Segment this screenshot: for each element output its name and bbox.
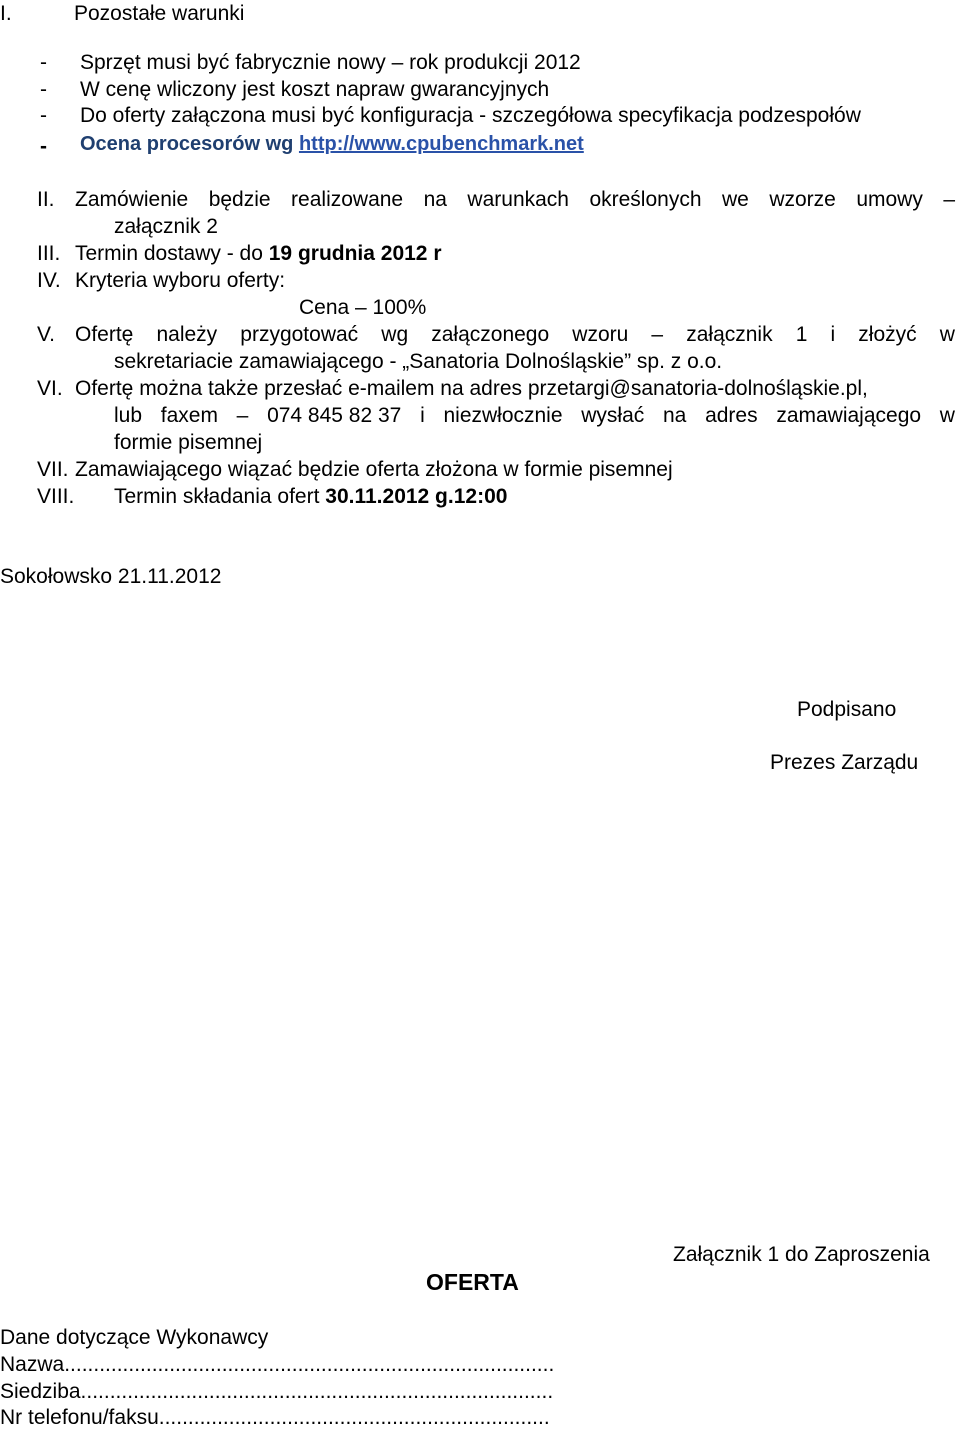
place-date: Sokołowsko 21.11.2012 <box>0 565 222 588</box>
word: w <box>939 404 955 427</box>
item-text: sekretariacie zamawiającego - „Sanatoria Dolnośląskie” sp. z o.o. <box>114 350 723 373</box>
word: wg <box>381 323 409 346</box>
bullet-item: W cenę wliczony jest koszt napraw gwarancyjnych <box>80 78 550 101</box>
offer-title: OFERTA <box>426 1269 519 1295</box>
word: Zamówienie <box>75 188 189 211</box>
word: 1 <box>795 323 808 346</box>
item-text: formie pisemnej <box>114 431 263 454</box>
delivery-label: Termin dostawy - do <box>75 242 263 265</box>
signer-title: Prezes Zarządu <box>770 751 919 774</box>
item-text: Ofertę można także przesłać e-mailem na adres przetargi@sanatoria-dolnośląskie.pl, <box>75 377 868 400</box>
word: na <box>423 188 447 211</box>
word: i <box>420 404 425 427</box>
word: adres <box>705 404 758 427</box>
word: należy <box>156 323 218 346</box>
item-numeral: V. <box>37 323 55 346</box>
bullet-item-cpu <box>80 134 584 154</box>
word: faxem <box>160 404 218 427</box>
delivery-date: 19 grudnia 2012 r <box>268 242 442 265</box>
word: wzorze <box>769 188 836 211</box>
signed-label: Podpisano <box>797 698 897 721</box>
item-numeral: VIII. <box>37 485 75 508</box>
word: zamawiającego <box>776 404 922 427</box>
word: przygotować <box>240 323 359 346</box>
item-line-justified <box>75 324 955 345</box>
item-text <box>114 486 507 507</box>
cpu-text: Ocena procesorów wg <box>80 133 294 155</box>
bullet-item: Sprzęt musi być fabrycznie nowy – rok produkcji 2012 <box>80 51 581 74</box>
field-phone-fax: Nr telefonu/faksu................................................................... <box>0 1406 550 1429</box>
section-heading <box>0 2 245 25</box>
bullet-dash: - <box>40 51 47 74</box>
field-name: Nazwa.................................................................................... <box>0 1353 555 1376</box>
bullet-item: Do oferty załączona musi być konfiguracja - szczegółowa specyfikacja podzespołów <box>80 104 861 127</box>
cpubenchmark-link[interactable]: http://www.cpubenchmark.net <box>298 133 584 155</box>
word: umowy <box>856 188 923 211</box>
word: załączonego <box>431 323 550 346</box>
contractor-heading: Dane dotyczące Wykonawcy <box>0 1326 269 1349</box>
word: warunkach <box>467 188 569 211</box>
word: Ofertę <box>75 323 134 346</box>
word: załącznik <box>686 323 773 346</box>
item-numeral: IV. <box>37 269 61 292</box>
word: na <box>662 404 687 427</box>
word: określonych <box>589 188 702 211</box>
word: realizowane <box>291 188 404 211</box>
word: w <box>939 323 955 346</box>
bullet-dash: - <box>40 78 47 101</box>
item-line-justified <box>75 189 955 210</box>
criterion: Cena – 100% <box>299 296 427 319</box>
item-text: załącznik 2 <box>114 215 218 238</box>
deadline-value: 30.11.2012 g.12:00 <box>325 485 508 508</box>
word: niezwłocznie <box>443 404 563 427</box>
bullet-dash: - <box>40 135 47 158</box>
word: – <box>651 323 664 346</box>
item-line-justified <box>114 405 955 426</box>
section-title: Pozostałe warunki <box>74 2 245 25</box>
item-text: Zamawiającego wiązać będzie oferta złożona w formie pisemnej <box>75 458 673 481</box>
item-text <box>75 243 442 264</box>
item-numeral: VII. <box>37 458 69 481</box>
deadline-label: Termin składania ofert <box>114 485 320 508</box>
word: będzie <box>208 188 271 211</box>
word: – <box>236 404 249 427</box>
item-numeral: VI. <box>37 377 63 400</box>
item-text: Kryteria wyboru oferty: <box>75 269 286 292</box>
item-numeral: II. <box>37 188 55 211</box>
section-numeral: I. <box>0 2 12 25</box>
word: wzoru <box>572 323 629 346</box>
word: i <box>830 323 836 346</box>
fax-number: 074 845 82 37 <box>267 404 402 427</box>
word: lub <box>114 404 143 427</box>
item-numeral: III. <box>37 242 61 265</box>
bullet-dash: - <box>40 104 47 127</box>
word: wysłać <box>581 404 645 427</box>
word: we <box>721 188 749 211</box>
word: – <box>943 188 955 211</box>
word: złożyć <box>858 323 917 346</box>
field-address: Siedziba................................................................................. <box>0 1380 554 1403</box>
attachment-label: Załącznik 1 do Zaproszenia <box>673 1243 930 1266</box>
